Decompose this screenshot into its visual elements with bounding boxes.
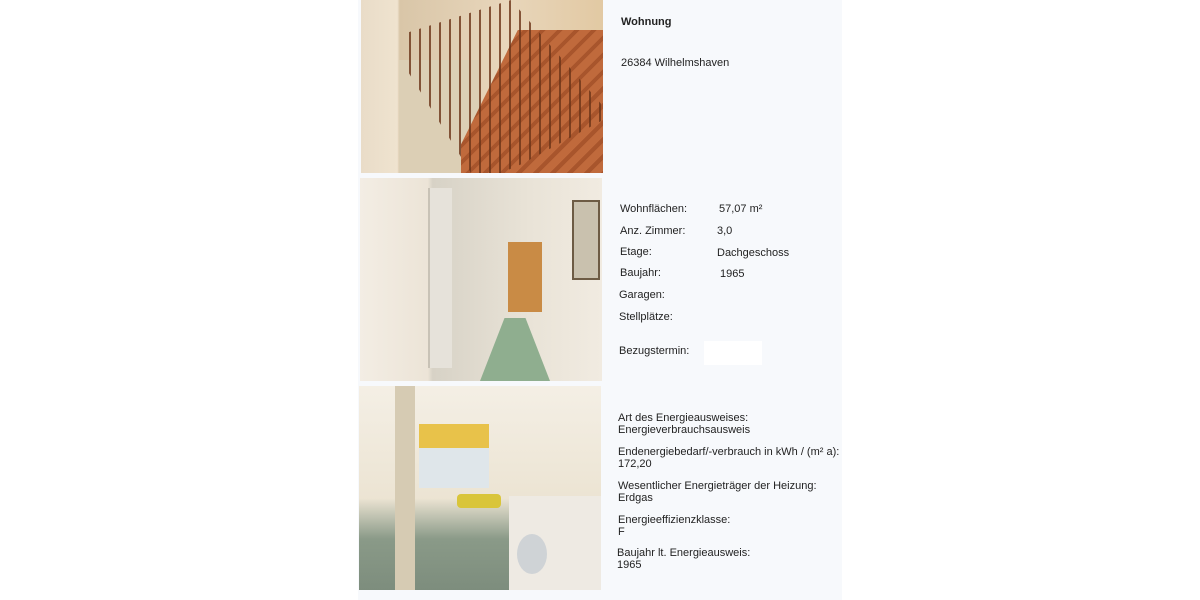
detail-label: Bezugstermin: [619,345,690,357]
property-location: 26384 Wilhelmshaven [621,57,730,69]
detail-value: 57,07 m² [719,203,763,215]
detail-label: Etage: [620,246,652,258]
detail-label: Stellplätze: [619,311,673,323]
detail-label: Wohnflächen: [620,203,688,215]
energy-label: Endenergiebedarf/-verbrauch in kWh / (m² a): [618,446,840,458]
energy-label: Energieeffizienzklasse: [618,514,731,526]
photo-kitchen [359,386,601,590]
detail-label: Baujahr: [620,267,661,279]
energy-value: Energieverbrauchsausweis [618,424,751,436]
energy-value: F [618,526,625,538]
photo-hallway [360,178,602,381]
detail-value: 3,0 [717,225,733,237]
detail-label: Anz. Zimmer: [620,225,686,237]
energy-value: 172,20 [618,458,652,470]
photo-staircase [361,0,603,173]
energy-value: 1965 [617,559,642,571]
move-in-date-blank [704,341,762,365]
energy-label: Art des Energieausweises: [618,412,749,424]
detail-value: 1965 [720,268,745,280]
energy-label: Baujahr lt. Energieausweis: [617,547,751,559]
detail-label: Garagen: [619,289,665,301]
property-type: Wohnung [621,16,672,28]
detail-value: Dachgeschoss [717,247,790,259]
energy-label: Wesentlicher Energieträger der Heizung: [618,480,817,492]
energy-value: Erdgas [618,492,653,504]
